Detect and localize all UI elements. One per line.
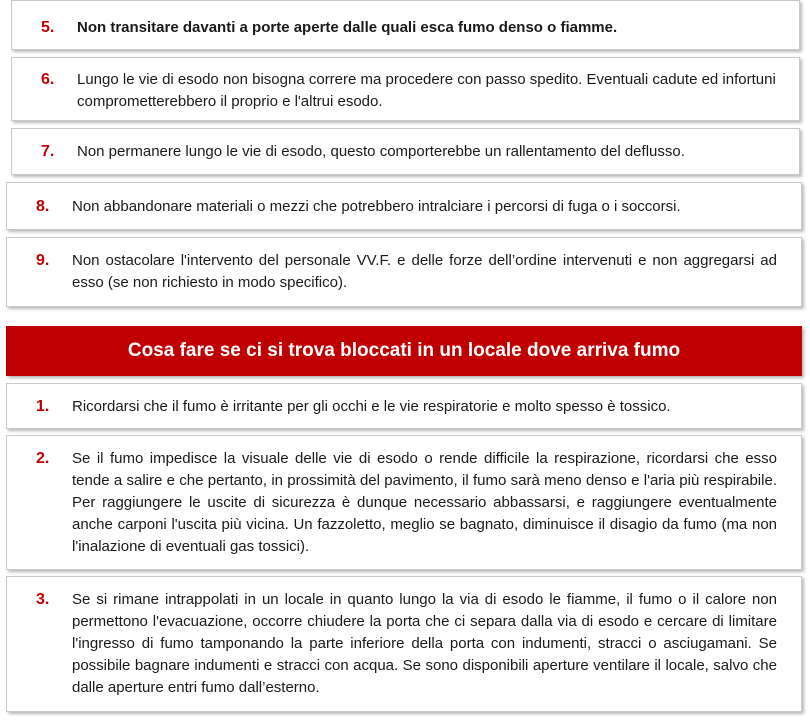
rule-number: 9. bbox=[36, 252, 50, 269]
section-title: Cosa fare se ci si trova bloccati in un locale dove arriva fumo bbox=[6, 326, 802, 376]
item-text: Se il fumo impedisce la visuale delle vie di esodo o rende difficile la respirazione, ricordarsi che esso tende a salire e che pertanto, in prossimità del pavimento, il fumo sarà meno denso e l'aria più respirabile. Per raggiungere le uscite di sicurezza è dunque necessario abbassarsi, e raggiungere eventualmente anche carponi l'uscita più vicina. Un fazzoletto, meglio se bagnato, diminuisce il disagio da fumo (ma non l'inalazione di eventuali gas tossici). bbox=[72, 450, 777, 555]
rule-text: Non abbandonare materiali o mezzi che potrebbero intralciare i percorsi di fuga o i soccorsi. bbox=[72, 198, 681, 215]
item-number: 1. bbox=[36, 398, 50, 415]
rule-number: 6. bbox=[41, 71, 55, 88]
smoke-item-card-1 bbox=[6, 383, 802, 429]
rule-card-7 bbox=[11, 128, 800, 175]
rule-text: Non permanere lungo le vie di esodo, questo comporterebbe un rallentamento del deflusso. bbox=[77, 143, 685, 160]
rule-card-6 bbox=[11, 57, 800, 121]
rule-number: 7. bbox=[41, 143, 55, 160]
rule-text: Lungo le vie di esodo non bisogna correre ma procedere con passo spedito. Eventuali cadute ed infortuni comprometterebbero il proprio e l'altrui esodo. bbox=[77, 71, 776, 110]
rule-card-5 bbox=[11, 0, 800, 50]
rule-card-9 bbox=[6, 237, 802, 307]
smoke-item-card-3 bbox=[6, 576, 802, 712]
item-number: 2. bbox=[36, 450, 50, 467]
rule-text: Non transitare davanti a porte aperte dalle quali esca fumo denso o fiamme. bbox=[77, 19, 618, 36]
rule-number: 5. bbox=[41, 19, 55, 36]
rule-card-8 bbox=[6, 182, 802, 230]
smoke-item-card-2 bbox=[6, 435, 802, 570]
rule-text: Non ostacolare l'intervento del personale VV.F. e delle forze dell’ordine intervenuti e non aggregarsi ad esso (se non richiesto in modo specifico). bbox=[72, 252, 777, 291]
rule-number: 8. bbox=[36, 198, 50, 215]
item-text: Se si rimane intrappolati in un locale in quanto lungo la via di esodo le fiamme, il fumo o il calore non permettono l'evacuazione, occorre chiudere la porta che ci separa dalla via di esodo e cercare di limitare l'ingresso di fumo tamponando la parte inferiore della porta con indumenti, stracci o asciugamani. Se possibile bagnare indumenti e stracci con acqua. Se sono disponibili aperture ventilare il locale, salvo che dalle aperture entri fumo dall’esterno. bbox=[72, 591, 777, 696]
item-text: Ricordarsi che il fumo è irritante per gli occhi e le vie respiratorie e molto spesso è tossico. bbox=[72, 398, 671, 415]
item-number: 3. bbox=[36, 591, 50, 608]
